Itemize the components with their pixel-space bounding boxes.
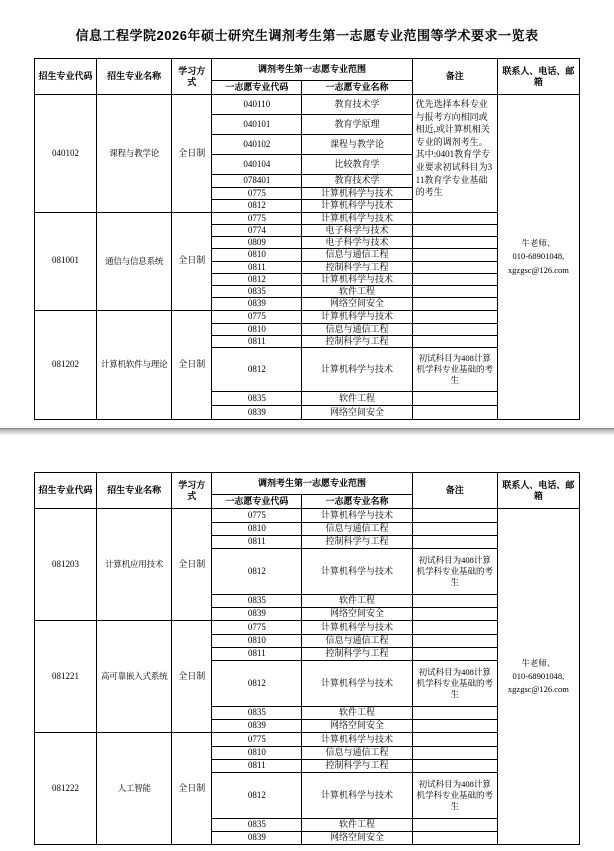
- sub-code-cell: 0835: [212, 286, 302, 298]
- sub-code-cell: 0811: [212, 335, 302, 347]
- remark-cell: [412, 212, 497, 224]
- study-mode-cell: 全日制: [172, 621, 212, 733]
- remark-cell: [412, 509, 497, 523]
- sub-code-cell: 0775: [212, 621, 302, 635]
- sub-name-cell: 计算机科学与技术: [302, 549, 412, 595]
- remark-cell: [412, 747, 497, 760]
- study-mode-cell: 全日制: [172, 95, 212, 213]
- col-header-name: 招生专业名称: [97, 59, 172, 95]
- remark-paragraph: 其中:0401教育学专业要求初试科目为311教育学专业基础的考生: [415, 149, 493, 198]
- remark-cell: [412, 392, 497, 406]
- sub-name-cell: 计算机科学与技术: [302, 188, 412, 200]
- sub-name-cell: 信息与通信工程: [302, 747, 412, 760]
- sub-name-cell: 软件工程: [302, 707, 412, 720]
- sub-code-cell: 0811: [212, 648, 302, 661]
- sub-code-cell: 040101: [212, 115, 302, 135]
- group-code-cell: 081221: [35, 621, 97, 733]
- page-title: 信息工程学院2026年硕士研究生调剂考生第一志愿专业范围等学术要求一览表: [75, 28, 539, 43]
- sub-name-cell: 控制科学与工程: [302, 261, 412, 273]
- remark-cell: [412, 523, 497, 536]
- col-header-contact: 联系人、电话、邮箱: [497, 473, 579, 509]
- remark-cell: [412, 224, 497, 236]
- sub-name-cell: 教育学原理: [302, 115, 412, 135]
- sub-code-cell: 0835: [212, 707, 302, 720]
- table-row: [35, 95, 580, 115]
- group-code-cell: 081203: [35, 509, 97, 621]
- contact-line: 牛老师、: [521, 238, 556, 249]
- sub-code-cell: 0839: [212, 608, 302, 621]
- table-header: [35, 473, 580, 509]
- sub-code-cell: 0810: [212, 249, 302, 261]
- col-header-mode: 学习方式: [172, 59, 212, 95]
- sub-name-cell: 计算机科学与技术: [302, 733, 412, 747]
- sub-name-cell: 计算机科学与技术: [302, 621, 412, 635]
- sub-code-cell: 0810: [212, 747, 302, 760]
- sub-name-cell: 计算机科学与技术: [302, 773, 412, 819]
- col-header-code: 招生专业代码: [35, 59, 97, 95]
- remark-cell: 初试科目为408计算机学科专业基础的考生: [412, 549, 497, 595]
- sub-name-cell: 网络空间安全: [302, 298, 412, 310]
- sub-name-cell: 计算机科学与技术: [302, 509, 412, 523]
- remark-paragraph: 优先选择本科专业与报考方向相同或相近,或计算机相关专业的调剂考生。: [415, 99, 490, 147]
- col-header-range: 调剂考生第一志愿专业范围: [212, 473, 412, 495]
- remark-cell: 初试科目为408计算机学科专业基础的考生: [412, 348, 497, 392]
- remark-cell: [412, 406, 497, 420]
- sub-code-cell: 0810: [212, 323, 302, 335]
- study-mode-cell: 全日制: [172, 310, 212, 420]
- sub-name-cell: 计算机科学与技术: [302, 212, 412, 224]
- sub-name-cell: 网络空间安全: [302, 608, 412, 621]
- col-header-first-name: 一志愿专业名称: [302, 81, 412, 95]
- sub-name-cell: 电子科学与技术: [302, 237, 412, 249]
- col-header-remark: 备注: [412, 59, 497, 95]
- sub-code-cell: 0810: [212, 523, 302, 536]
- table-header: [35, 59, 580, 95]
- study-mode-cell: 全日制: [172, 733, 212, 845]
- sub-name-cell: 软件工程: [302, 286, 412, 298]
- sub-code-cell: 0812: [212, 773, 302, 819]
- remark-cell: [412, 621, 497, 635]
- sub-code-cell: 040104: [212, 155, 302, 175]
- sub-code-cell: 0839: [212, 832, 302, 845]
- col-header-contact: 联系人、电话、邮箱: [497, 59, 579, 95]
- sub-code-cell: 0835: [212, 392, 302, 406]
- study-mode-cell: 全日制: [172, 509, 212, 621]
- table-body: [35, 95, 580, 420]
- contact-line: 010-68901048,: [512, 251, 565, 262]
- remark-cell: 初试科目为408计算机学科专业基础的考生: [412, 661, 497, 707]
- sub-name-cell: 信息与通信工程: [302, 523, 412, 536]
- sub-name-cell: 信息与通信工程: [302, 323, 412, 335]
- remark-cell: [412, 286, 497, 298]
- sub-code-cell: 0812: [212, 200, 302, 212]
- contact-cell: [497, 509, 579, 845]
- sub-code-cell: 0812: [212, 661, 302, 707]
- sub-code-cell: 0839: [212, 406, 302, 420]
- remark-cell: [412, 261, 497, 273]
- col-header-first-name: 一志愿专业名称: [302, 495, 412, 509]
- sub-name-cell: 计算机科学与技术: [302, 200, 412, 212]
- group-code-cell: 081001: [35, 212, 97, 310]
- page-break-separator: [0, 428, 614, 435]
- contact-cell: [497, 95, 579, 420]
- remark-cell: [412, 335, 497, 347]
- sub-name-cell: 课程与教学论: [302, 135, 412, 155]
- sub-name-cell: 计算机科学与技术: [302, 348, 412, 392]
- contact-line: 牛老师、: [521, 657, 556, 668]
- col-header-name: 招生专业名称: [97, 473, 172, 509]
- sub-code-cell: 0775: [212, 733, 302, 747]
- sub-code-cell: 0810: [212, 635, 302, 648]
- remark-cell: [412, 707, 497, 720]
- remark-cell: [412, 273, 497, 285]
- sub-name-cell: 计算机科学与技术: [302, 661, 412, 707]
- col-header-code: 招生专业代码: [35, 473, 97, 509]
- remark-cell: [412, 95, 497, 213]
- table-page-1-container: [34, 58, 580, 420]
- remark-cell: [412, 323, 497, 335]
- contact-line: xgzgsc@126.com: [507, 684, 569, 695]
- sub-name-cell: 控制科学与工程: [302, 335, 412, 347]
- col-header-remark: 备注: [412, 473, 497, 509]
- group-code-cell: 081202: [35, 310, 97, 420]
- sub-code-cell: 0812: [212, 549, 302, 595]
- group-name-cell: 高可靠嵌入式系统: [97, 621, 172, 733]
- sub-code-cell: 0775: [212, 509, 302, 523]
- sub-name-cell: 教育技术学: [302, 175, 412, 188]
- sub-name-cell: 信息与通信工程: [302, 635, 412, 648]
- group-code-cell: 040102: [35, 95, 97, 213]
- remark-cell: [412, 249, 497, 261]
- sub-code-cell: 0812: [212, 273, 302, 285]
- sub-code-cell: 0839: [212, 720, 302, 733]
- remark-cell: [412, 536, 497, 549]
- col-header-mode: 学习方式: [172, 473, 212, 509]
- sub-name-cell: 控制科学与工程: [302, 648, 412, 661]
- sub-code-cell: 0775: [212, 212, 302, 224]
- sub-name-cell: 网络空间安全: [302, 720, 412, 733]
- sub-code-cell: 0811: [212, 760, 302, 773]
- remark-cell: [412, 635, 497, 648]
- col-header-first-code: 一志愿专业代码: [212, 495, 302, 509]
- sub-code-cell: 0774: [212, 224, 302, 236]
- sub-code-cell: 078401: [212, 175, 302, 188]
- table-row: [35, 509, 580, 523]
- sub-code-cell: 0811: [212, 261, 302, 273]
- remark-cell: [412, 760, 497, 773]
- sub-name-cell: 教育技术学: [302, 95, 412, 115]
- remark-cell: [412, 733, 497, 747]
- sub-code-cell: 0775: [212, 188, 302, 200]
- sub-name-cell: 控制科学与工程: [302, 760, 412, 773]
- contact-line: xgzgsc@126.com: [507, 264, 569, 275]
- sub-name-cell: 软件工程: [302, 595, 412, 608]
- group-name-cell: 计算机应用技术: [97, 509, 172, 621]
- sub-code-cell: 040110: [212, 95, 302, 115]
- sub-code-cell: 040102: [212, 135, 302, 155]
- group-name-cell: 通信与信息系统: [97, 212, 172, 310]
- sub-code-cell: 0835: [212, 819, 302, 832]
- group-name-cell: 计算机软件与理论: [97, 310, 172, 420]
- remark-cell: [412, 298, 497, 310]
- remark-cell: [412, 819, 497, 832]
- table-page-2-container: [34, 472, 580, 845]
- sub-code-cell: 0812: [212, 348, 302, 392]
- remark-cell: 初试科目为408计算机学科专业基础的考生: [412, 773, 497, 819]
- contact-line: 010-68901048,: [512, 670, 565, 681]
- adjustment-table-page-1: [34, 58, 580, 420]
- sub-name-cell: 信息与通信工程: [302, 249, 412, 261]
- sub-name-cell: 网络空间安全: [302, 832, 412, 845]
- col-header-first-code: 一志愿专业代码: [212, 81, 302, 95]
- remark-cell: [412, 310, 497, 323]
- remark-cell: [412, 648, 497, 661]
- group-name-cell: 人工智能: [97, 733, 172, 845]
- remark-cell: [412, 832, 497, 845]
- sub-code-cell: 0809: [212, 237, 302, 249]
- remark-cell: [412, 720, 497, 733]
- sub-name-cell: 软件工程: [302, 819, 412, 832]
- col-header-range: 调剂考生第一志愿专业范围: [212, 59, 412, 81]
- sub-code-cell: 0839: [212, 298, 302, 310]
- table-body: [35, 509, 580, 845]
- group-name-cell: 课程与教学论: [97, 95, 172, 213]
- sub-name-cell: 控制科学与工程: [302, 536, 412, 549]
- sub-code-cell: 0775: [212, 310, 302, 323]
- sub-name-cell: 电子科学与技术: [302, 224, 412, 236]
- group-code-cell: 081222: [35, 733, 97, 845]
- sub-name-cell: 网络空间安全: [302, 406, 412, 420]
- sub-code-cell: 0811: [212, 536, 302, 549]
- remark-cell: [412, 237, 497, 249]
- sub-name-cell: 计算机科学与技术: [302, 273, 412, 285]
- sub-name-cell: 软件工程: [302, 392, 412, 406]
- sub-name-cell: 计算机科学与技术: [302, 310, 412, 323]
- remark-cell: [412, 595, 497, 608]
- study-mode-cell: 全日制: [172, 212, 212, 310]
- remark-cell: [412, 608, 497, 621]
- adjustment-table-page-2: [34, 472, 580, 845]
- sub-name-cell: 比较教育学: [302, 155, 412, 175]
- sub-code-cell: 0835: [212, 595, 302, 608]
